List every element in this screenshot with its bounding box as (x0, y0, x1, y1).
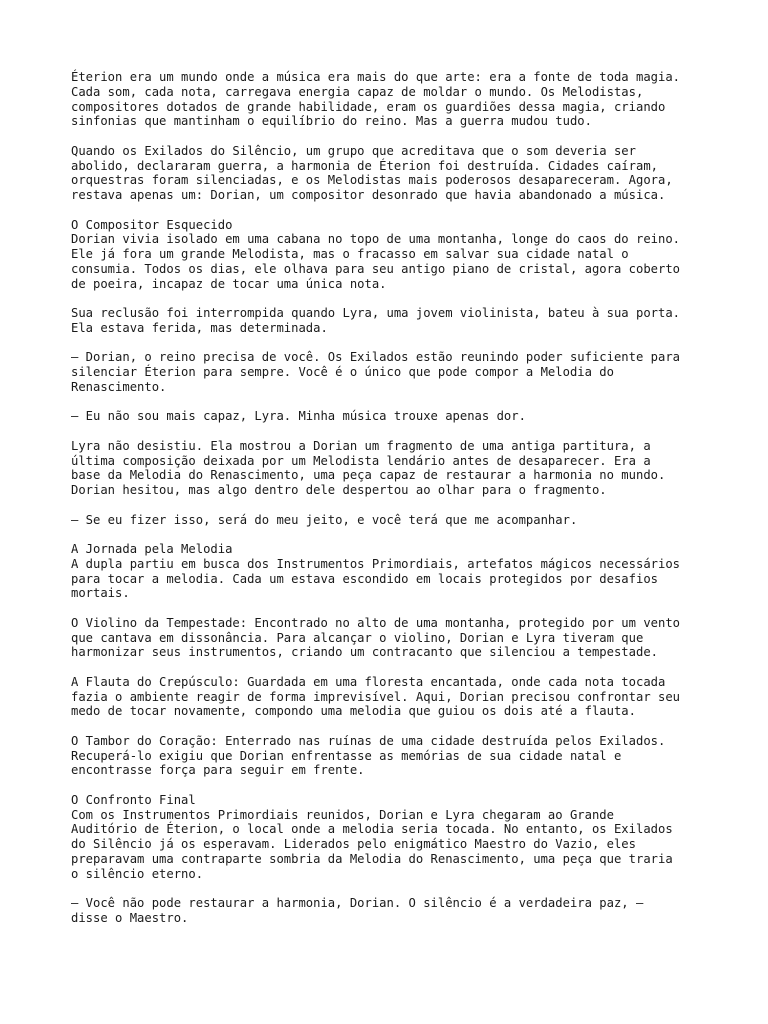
text-line: Dorian vivia isolado em uma cabana no topo de uma montanha, longe do caos do reino. (71, 232, 681, 247)
text-line: O Compositor Esquecido (71, 217, 233, 232)
document-body (71, 70, 708, 926)
text-line: — Eu não sou mais capaz, Lyra. Minha música trouxe apenas dor. (71, 409, 526, 424)
text-line: preparavam uma contraparte sombria da Melodia do Renascimento, uma peça que traria (71, 851, 673, 866)
text-line: última composição deixada por um Melodista lendário antes de desaparecer. Era a (71, 453, 651, 468)
paragraph (71, 70, 708, 129)
text-line: compositores dotados de grande habilidade, eram os guardiões dessa magia, criando (71, 99, 666, 114)
text-line: Dorian hesitou, mas algo dentro dele despertou ao olhar para o fragmento. (71, 483, 607, 497)
paragraph (71, 734, 708, 778)
text-line: — Se eu fizer isso, será do meu jeito, e você terá que me acompanhar. (71, 512, 578, 527)
text-line: Cada som, cada nota, carregava energia capaz de moldar o mundo. Os Melodistas, (71, 84, 644, 99)
text-line: Ele já fora um grande Melodista, mas o fracasso em salvar sua cidade natal o (71, 247, 629, 261)
text-line: Recuperá-lo exigiu que Dorian enfrentasse as memórias de sua cidade natal e (71, 748, 622, 763)
paragraph (71, 306, 708, 336)
text-line: orquestras foram silenciadas, e os Melodistas mais poderosos desapareceram. Agora, (71, 173, 673, 188)
text-line: consumia. Todos os dias, ele olhava para seu antigo piano de cristal, agora coberto (71, 261, 681, 276)
paragraph (71, 409, 708, 424)
text-line: O Violino da Tempestade: Encontrado no alto de uma montanha, protegido por um vento (71, 615, 681, 630)
paragraph (71, 350, 708, 394)
paragraph (71, 144, 708, 203)
text-line: fazia o ambiente reagir de forma imprevisível. Aqui, Dorian precisou confrontar seu (71, 689, 681, 704)
text-line: O Confronto Final (71, 792, 196, 807)
text-line: abolido, declararam guerra, a harmonia de Éterion foi destruída. Cidades caíram, (71, 158, 658, 173)
paragraph (71, 616, 708, 660)
paragraph (71, 513, 708, 528)
text-line: Renascimento. (71, 379, 167, 394)
text-line: Éterion era um mundo onde a música era mais do que arte: era a fonte de toda magia. (71, 70, 681, 84)
text-line: A Flauta do Crepúsculo: Guardada em uma floresta encantada, onde cada nota tocada (71, 674, 666, 689)
text-line: Quando os Exilados do Silêncio, um grupo que acreditava que o som deveria ser (71, 143, 636, 158)
text-line: do Silêncio já os esperavam. Liderados pelo enigmático Maestro do Vazio, eles (71, 837, 636, 851)
text-line: — Você não pode restaurar a harmonia, Dorian. O silêncio é a verdadeira paz, — (71, 896, 644, 910)
paragraph (71, 896, 708, 926)
text-line: Auditório de Éterion, o local onde a melodia seria tocada. No entanto, os Exilados (71, 822, 673, 837)
text-line: Sua reclusão foi interrompida quando Lyra, uma jovem violinista, bateu à sua porta. (71, 306, 681, 320)
text-line: para tocar a melodia. Cada um estava escondido em locais protegidos por desafios (71, 571, 658, 586)
text-line: — Dorian, o reino precisa de você. Os Exilados estão reunindo poder suficiente para (71, 350, 681, 365)
text-line: harmonizar seus instrumentos, criando um contracanto que silenciou a tempestade. (71, 645, 658, 660)
text-line: que cantava em dissonância. Para alcançar o violino, Dorian e Lyra tiveram que (71, 630, 644, 645)
text-line: encontrasse força para seguir em frente. (71, 763, 365, 778)
text-line: restava apenas um: Dorian, um compositor desonrado que havia abandonado a música. (71, 188, 666, 202)
text-line: de poeira, incapaz de tocar uma única nota. (71, 276, 387, 291)
paragraph (71, 218, 708, 292)
paragraph (71, 542, 708, 601)
text-line: sinfonias que mantinham o equilíbrio do reino. Mas a guerra mudou tudo. (71, 114, 592, 129)
text-line: silenciar Éterion para sempre. Você é o único que pode compor a Melodia do (71, 365, 614, 379)
text-line: disse o Maestro. (71, 910, 189, 925)
text-line: medo de tocar novamente, compondo uma melodia que guiou os dois até a flauta. (71, 704, 636, 719)
paragraph (71, 793, 708, 882)
text-line: Ela estava ferida, mas determinada. (71, 320, 328, 335)
paragraph (71, 439, 708, 498)
text-line: base da Melodia do Renascimento, uma peça capaz de restaurar a harmonia no mundo. (71, 468, 666, 483)
text-line: Com os Instrumentos Primordiais reunidos, Dorian e Lyra chegaram ao Grande (71, 807, 614, 822)
text-line: mortais. (71, 586, 130, 601)
paragraph (71, 675, 708, 719)
text-line: A Jornada pela Melodia (71, 542, 233, 556)
text-line: A dupla partiu em busca dos Instrumentos Primordiais, artefatos mágicos necessários (71, 556, 681, 571)
text-line: o silêncio eterno. (71, 866, 204, 881)
text-line: Lyra não desistiu. Ela mostrou a Dorian um fragmento de uma antiga partitura, a (71, 438, 651, 453)
text-line: O Tambor do Coração: Enterrado nas ruínas de uma cidade destruída pelos Exilados. (71, 733, 666, 748)
